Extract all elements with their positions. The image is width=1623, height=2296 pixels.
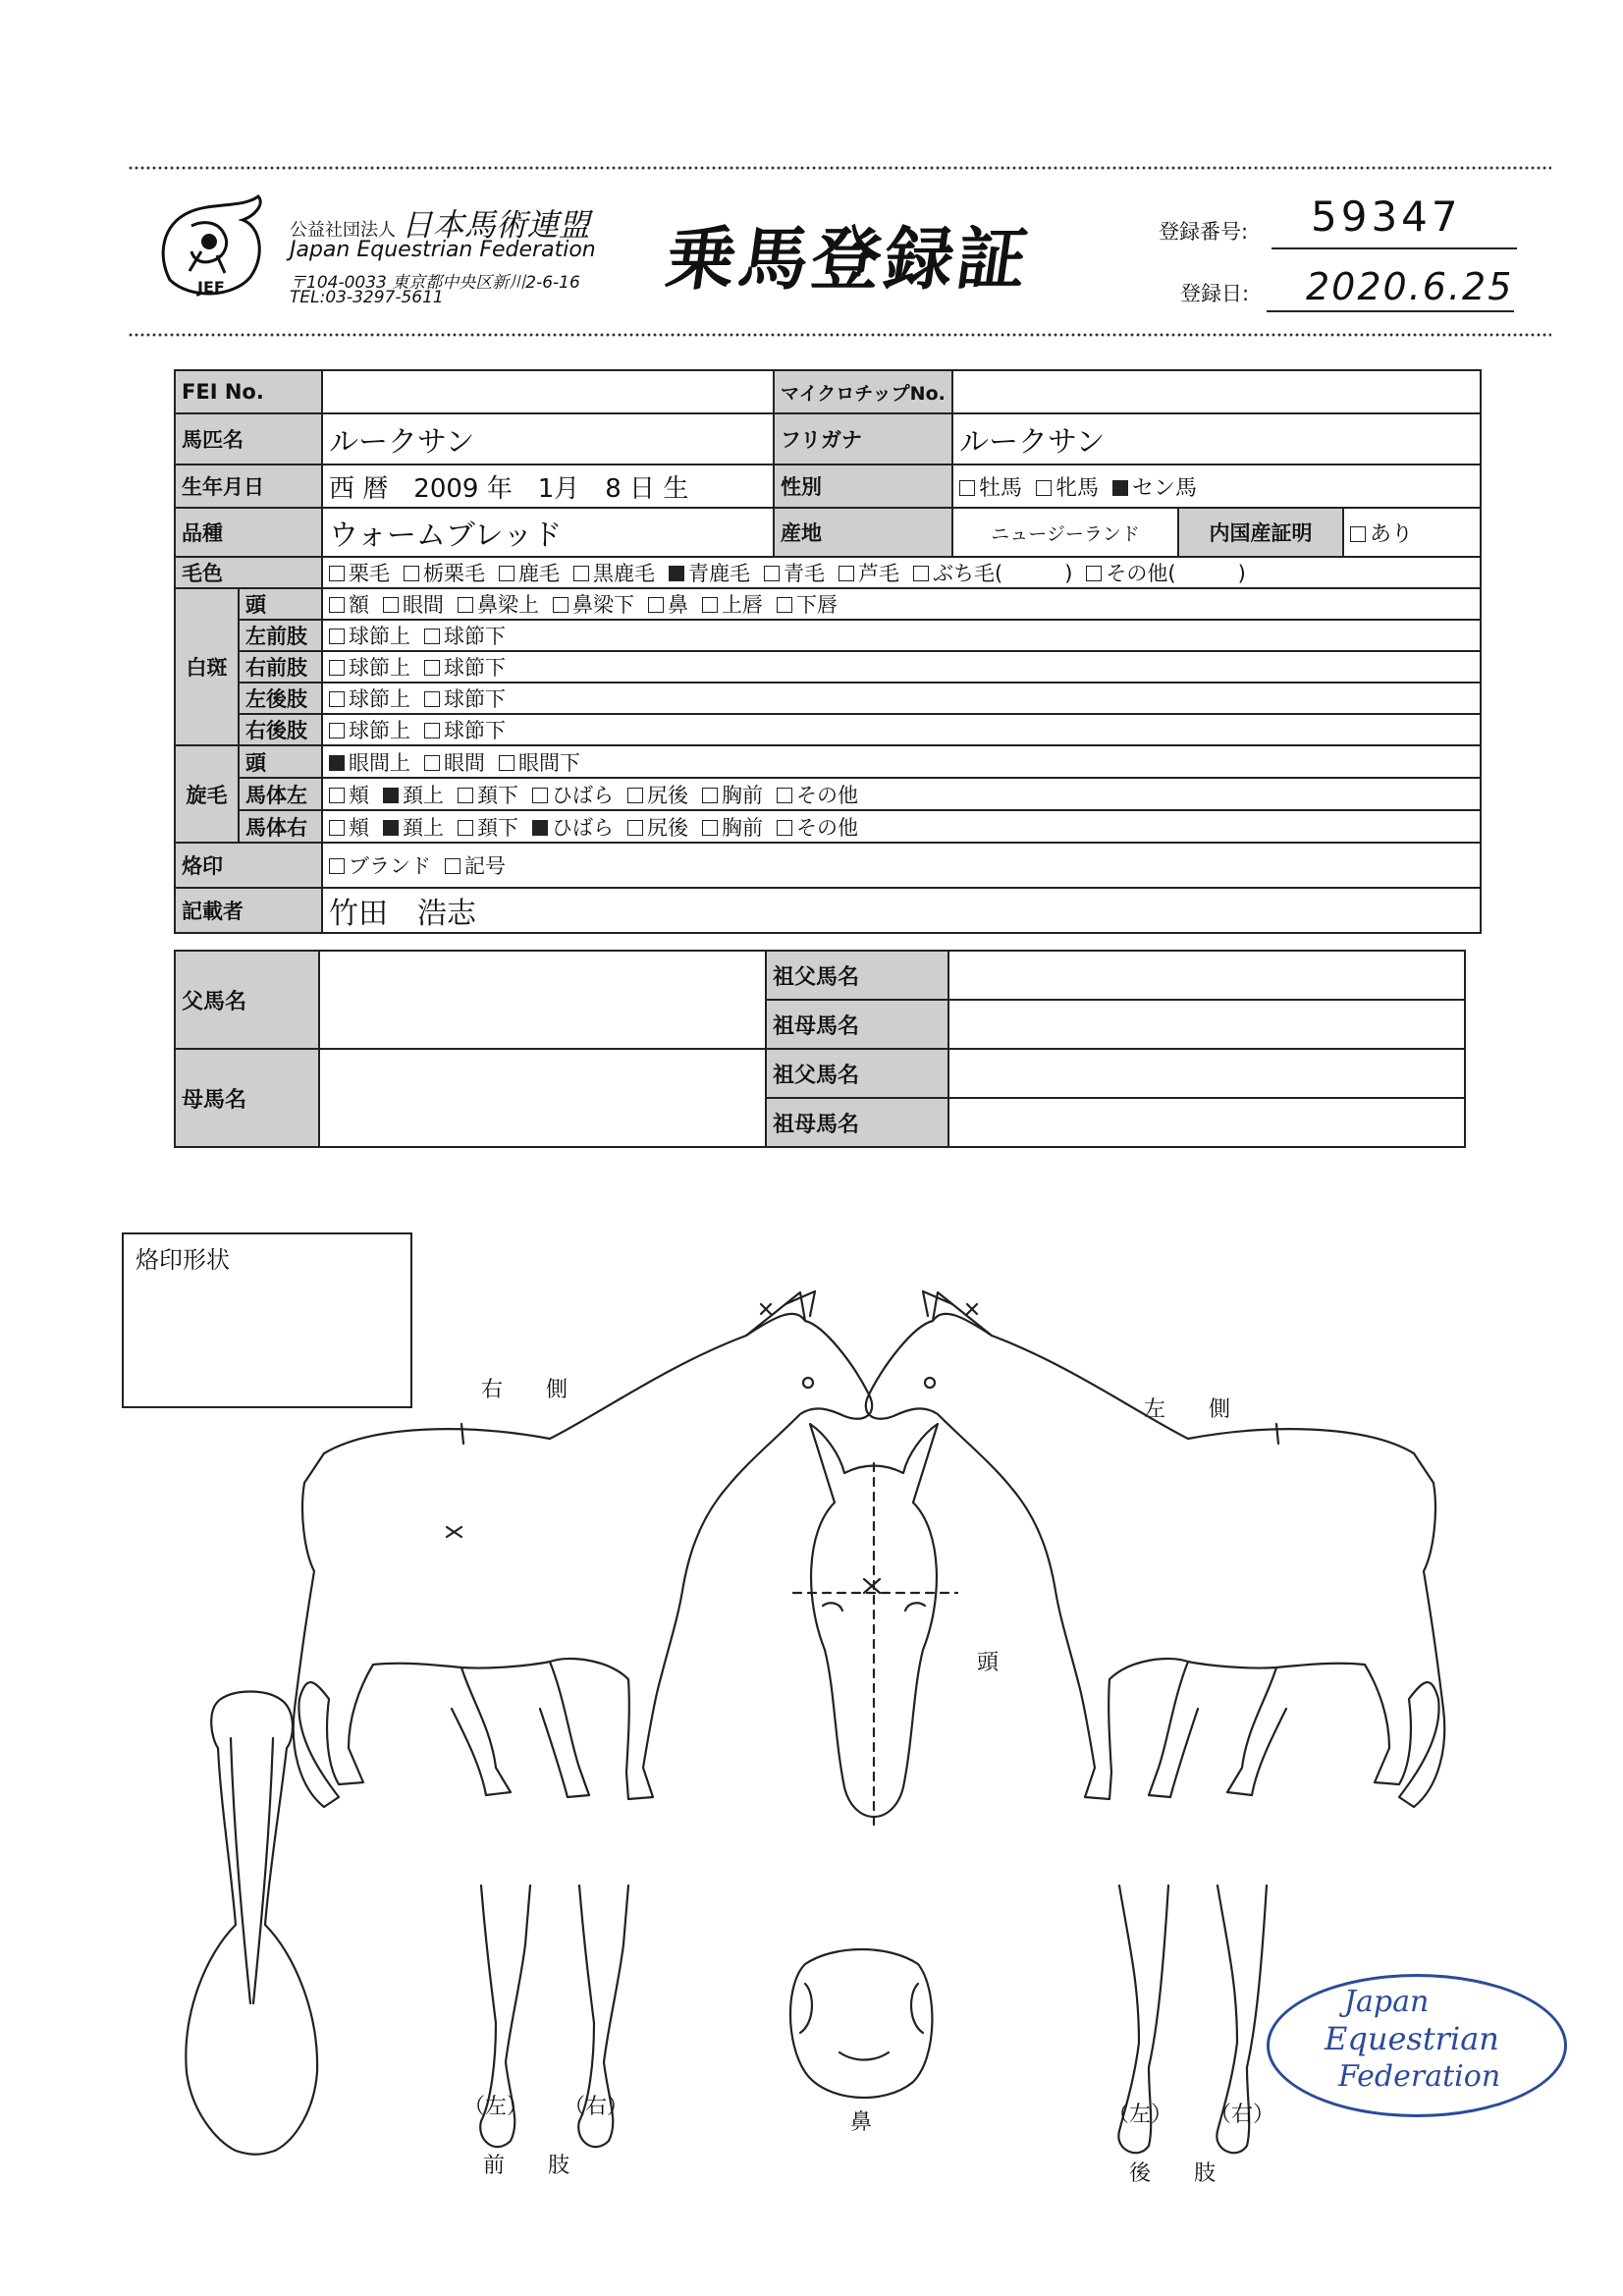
checkbox-option[interactable]	[1036, 476, 1099, 501]
horse-name-value: ルークサン	[322, 413, 774, 465]
checkbox-label: 眼間上	[349, 750, 411, 775]
checkbox-option[interactable]	[458, 593, 539, 617]
coat-label: 毛色	[175, 557, 322, 588]
hind-limbs-label: 後 肢	[1129, 2161, 1217, 2186]
unchecked-box-icon[interactable]	[424, 755, 440, 771]
breed-value: ウォームブレッド	[322, 508, 774, 557]
checkbox-label: 黒鹿毛	[593, 562, 656, 585]
unchecked-box-icon[interactable]	[424, 691, 440, 707]
checked-box-icon[interactable]	[669, 566, 684, 581]
checkbox-label: 鼻梁下	[572, 593, 635, 617]
whorl-part-2: 馬体右	[239, 810, 322, 843]
checkbox-label: 球節上	[349, 687, 411, 711]
nose-label: 鼻	[850, 2110, 873, 2135]
dam-label: 母馬名	[175, 1049, 319, 1147]
fei-label: FEI No.	[175, 370, 322, 413]
furigana-label: フリガナ	[774, 413, 952, 465]
checkbox-option[interactable]	[499, 751, 580, 775]
checkbox-option[interactable]	[424, 751, 485, 775]
pedigree-table	[174, 950, 1466, 1148]
checkbox-option[interactable]	[777, 593, 838, 617]
left-side-label: 左 側	[1144, 1397, 1231, 1422]
unchecked-box-icon[interactable]	[424, 629, 440, 644]
unchecked-box-icon[interactable]	[913, 566, 929, 581]
unchecked-box-icon[interactable]	[424, 723, 440, 738]
sire-value	[319, 951, 766, 1049]
checkbox-option[interactable]	[424, 625, 506, 648]
checkbox-label: 胸前	[722, 815, 764, 840]
checkbox-label: セン馬	[1132, 475, 1198, 501]
marking-part-2: 右前肢	[239, 651, 322, 683]
org-tel: TEL:03-3297-5611	[290, 288, 444, 307]
checkbox-option[interactable]	[329, 656, 410, 680]
whorl-options-2	[322, 810, 1481, 843]
front-limbs-label: 前 肢	[483, 2154, 570, 2178]
org-prefix: 公益社団法人	[290, 220, 396, 241]
checkbox-label: 球節上	[349, 625, 411, 648]
unchecked-box-icon[interactable]	[777, 820, 792, 836]
unchecked-box-icon[interactable]	[553, 597, 568, 613]
reg-no-label: 登録番号:	[1159, 220, 1249, 244]
checkbox-option[interactable]	[424, 687, 506, 711]
checkbox-option[interactable]	[959, 476, 1022, 501]
checkbox-label: ひばら	[552, 815, 615, 840]
reg-no-underline	[1271, 247, 1517, 249]
unchecked-box-icon[interactable]	[329, 660, 345, 676]
checkbox-option[interactable]	[1086, 562, 1245, 585]
marking-options-3	[322, 683, 1481, 714]
marking-options-2	[322, 651, 1481, 683]
checkbox-label: 額	[349, 593, 370, 617]
horse-left-side-icon	[866, 1291, 1444, 1807]
unchecked-box-icon[interactable]	[648, 597, 664, 613]
unchecked-box-icon[interactable]	[458, 597, 473, 613]
checkbox-option[interactable]	[913, 562, 1072, 585]
jef-logo-icon	[152, 187, 280, 304]
unchecked-box-icon[interactable]	[329, 566, 345, 581]
checkbox-option[interactable]	[329, 784, 369, 807]
checkbox-label: その他( )	[1106, 562, 1246, 585]
unchecked-box-icon[interactable]	[532, 788, 548, 803]
sire-grandsire-label: 祖父馬名	[766, 951, 948, 1000]
front-right-label: （右）	[564, 2095, 629, 2119]
dam-granddam-value	[948, 1098, 1465, 1147]
checkbox-option[interactable]	[445, 854, 506, 878]
checkbox-label: 牝馬	[1055, 475, 1100, 501]
checkbox-label: その他	[796, 783, 859, 807]
checkbox-label: 鹿毛	[518, 562, 561, 585]
checkbox-option[interactable]	[702, 784, 763, 807]
whorl-options-0	[322, 745, 1481, 778]
reg-no-value: 59347	[1311, 192, 1462, 241]
recorder-value: 竹田 浩志	[322, 888, 1481, 933]
brand-label: 烙印	[175, 843, 322, 888]
unchecked-box-icon[interactable]	[1086, 566, 1102, 581]
unchecked-box-icon[interactable]	[424, 660, 440, 676]
checkbox-label: 球節下	[444, 719, 507, 742]
checkbox-label: その他	[796, 815, 859, 840]
marking-part-1: 左前肢	[239, 620, 322, 651]
unchecked-box-icon[interactable]	[573, 566, 589, 581]
dam-value	[319, 1049, 766, 1147]
checkbox-label: 上唇	[722, 593, 764, 617]
unchecked-box-icon[interactable]	[445, 858, 460, 874]
sex-label: 性別	[774, 465, 952, 508]
checkbox-option[interactable]	[532, 784, 614, 807]
unchecked-box-icon[interactable]	[1350, 526, 1366, 542]
checkbox-label: 球節下	[444, 687, 507, 711]
checkbox-option[interactable]	[777, 816, 858, 840]
checkbox-option[interactable]	[702, 593, 763, 617]
coat-options	[322, 557, 1481, 588]
unchecked-box-icon[interactable]	[839, 566, 854, 581]
checkbox-label: 頚上	[403, 815, 445, 840]
checkbox-option[interactable]	[1112, 476, 1197, 501]
unchecked-box-icon[interactable]	[627, 820, 643, 836]
top-dotted-rule	[128, 165, 1551, 175]
unchecked-box-icon[interactable]	[777, 788, 792, 803]
domestic-label: 内国産証明	[1178, 508, 1343, 557]
recorder-label: 記載者	[175, 888, 322, 933]
checkbox-option[interactable]	[764, 562, 825, 585]
origin-label: 産地	[774, 508, 952, 557]
microchip-value	[952, 370, 1481, 413]
marking-part-3: 左後肢	[239, 683, 322, 714]
marking-options-0	[322, 588, 1481, 620]
unchecked-box-icon[interactable]	[329, 597, 345, 613]
unchecked-box-icon[interactable]	[777, 597, 792, 613]
unchecked-box-icon[interactable]	[499, 566, 514, 581]
dob-label: 生年月日	[175, 465, 322, 508]
checkbox-label: 頚上	[403, 783, 445, 807]
horse-head-front-icon	[793, 1424, 957, 1827]
checked-box-icon[interactable]	[1112, 480, 1128, 496]
origin-value: ニュージーランド	[952, 508, 1178, 557]
marking-options-4	[322, 714, 1481, 745]
checkbox-label: ひばら	[552, 783, 615, 807]
checkbox-label: ぶち毛( )	[933, 562, 1073, 585]
checkbox-option[interactable]	[383, 816, 444, 840]
checkbox-option[interactable]	[669, 562, 750, 585]
checkbox-label: ブランド	[349, 854, 432, 878]
checkbox-label: 尻後	[647, 783, 689, 807]
unchecked-box-icon[interactable]	[702, 788, 718, 803]
checkbox-option[interactable]	[458, 816, 518, 840]
unchecked-box-icon[interactable]	[329, 820, 345, 836]
document-title: 乗馬登録証	[661, 219, 1036, 300]
checkbox-option[interactable]	[573, 562, 655, 585]
checkbox-option[interactable]	[329, 751, 410, 775]
dob-value: 西 暦 2009 年 1月 8 日 生	[322, 465, 774, 508]
checkbox-label: 胸前	[722, 783, 764, 807]
checkbox-option[interactable]	[627, 784, 688, 807]
checkbox-option[interactable]	[702, 816, 763, 840]
hind-right-label: （右）	[1210, 2103, 1275, 2127]
unchecked-box-icon[interactable]	[383, 597, 399, 613]
sex-options	[952, 465, 1481, 508]
whorl-part-1: 馬体左	[239, 778, 322, 810]
checkbox-label: 記号	[464, 854, 507, 878]
checkbox-label: 頚下	[477, 783, 519, 807]
reg-date-value: 2020.6.25	[1306, 265, 1514, 308]
unchecked-box-icon[interactable]	[458, 820, 473, 836]
marking-part-0: 頭	[239, 588, 322, 620]
fei-value	[322, 370, 774, 413]
dam-grandsire-value	[948, 1049, 1465, 1098]
checked-box-icon[interactable]	[532, 820, 548, 836]
checkbox-option[interactable]	[532, 816, 614, 840]
checkbox-option[interactable]	[627, 816, 688, 840]
jef-stamp	[1267, 1974, 1567, 2117]
unchecked-box-icon[interactable]	[329, 691, 345, 707]
checkbox-option[interactable]	[839, 562, 899, 585]
checkbox-option[interactable]	[424, 656, 506, 680]
stamp-line-3: Federation	[1338, 2059, 1501, 2094]
dam-granddam-label: 祖母馬名	[766, 1098, 948, 1147]
markings-label: 白斑	[175, 588, 239, 745]
unchecked-box-icon[interactable]	[764, 566, 780, 581]
furigana-value: ルークサン	[952, 413, 1481, 465]
checkbox-label: 頚下	[477, 815, 519, 840]
checkbox-option[interactable]	[499, 562, 560, 585]
sire-label: 父馬名	[175, 951, 319, 1049]
unchecked-box-icon[interactable]	[329, 629, 345, 644]
checkbox-label: 栗毛	[349, 562, 391, 585]
checkbox-option[interactable]	[777, 784, 858, 807]
checkbox-option[interactable]	[329, 625, 410, 648]
right-side-label: 右 側	[481, 1378, 568, 1402]
breed-label: 品種	[175, 508, 322, 557]
checkbox-option[interactable]	[329, 562, 390, 585]
checkbox-label: 球節上	[349, 719, 411, 742]
checkbox-option[interactable]	[383, 784, 444, 807]
marking-options-1	[322, 620, 1481, 651]
checkbox-label: 尻後	[647, 815, 689, 840]
checkbox-option[interactable]	[329, 854, 431, 878]
svg-text:JEF: JEF	[197, 278, 225, 297]
unchecked-box-icon[interactable]	[627, 788, 643, 803]
whorls-label: 旋毛	[175, 745, 239, 843]
hind-left-label: （左）	[1108, 2103, 1173, 2127]
checkbox-label: 牡馬	[979, 475, 1023, 501]
checkbox-label: 下唇	[796, 593, 839, 617]
checkbox-label: あり	[1370, 521, 1414, 547]
checkbox-label: 頬	[349, 815, 370, 840]
horse-nose-icon	[790, 1949, 932, 2098]
brand-shape-label: 烙印形状	[135, 1246, 230, 1274]
front-left-label: （左）	[463, 2095, 529, 2119]
whorl-part-0: 頭	[239, 745, 322, 778]
header-dotted-rule	[128, 332, 1551, 342]
checkbox-option[interactable]	[383, 593, 444, 617]
checkbox-label: 青毛	[784, 562, 826, 585]
stamp-line-2: Equestrian	[1325, 2020, 1499, 2057]
checkbox-label: 球節下	[444, 656, 507, 680]
unchecked-box-icon[interactable]	[404, 566, 419, 581]
unchecked-box-icon[interactable]	[329, 788, 345, 803]
checkbox-option[interactable]	[648, 593, 688, 617]
checkbox-label: 球節下	[444, 625, 507, 648]
checkbox-option[interactable]	[553, 593, 634, 617]
unchecked-box-icon[interactable]	[702, 597, 718, 613]
checkbox-option[interactable]	[329, 719, 410, 742]
dam-grandsire-label: 祖父馬名	[766, 1049, 948, 1098]
checkbox-label: 眼間	[444, 750, 486, 775]
checkbox-option[interactable]	[458, 784, 518, 807]
marking-part-4: 右後肢	[239, 714, 322, 745]
reg-date-underline	[1267, 310, 1514, 312]
unchecked-box-icon[interactable]	[329, 723, 345, 738]
checked-box-icon[interactable]	[383, 788, 399, 803]
checked-box-icon[interactable]	[329, 755, 345, 771]
reg-date-label: 登録日:	[1180, 282, 1250, 305]
checkbox-label: 頬	[349, 783, 370, 807]
checkbox-label: 鼻梁上	[477, 593, 540, 617]
head-label: 頭	[977, 1651, 1000, 1675]
unchecked-box-icon[interactable]	[702, 820, 718, 836]
unchecked-box-icon[interactable]	[1036, 480, 1052, 496]
checkbox-option[interactable]	[329, 816, 369, 840]
unchecked-box-icon[interactable]	[458, 788, 473, 803]
checkbox-option[interactable]	[1350, 522, 1413, 547]
checkbox-label: 鼻	[668, 593, 689, 617]
checkbox-label: 球節上	[349, 656, 411, 680]
microchip-label: マイクロチップNo.	[774, 370, 952, 413]
org-address: 〒104-0033 東京都中央区新川2-6-16	[290, 273, 580, 293]
registration-form	[174, 369, 1482, 934]
checkbox-label: 眼間下	[518, 750, 581, 775]
brand-options	[322, 843, 1481, 888]
unchecked-box-icon[interactable]	[499, 755, 514, 771]
checkbox-label: 栃栗毛	[423, 562, 486, 585]
checked-box-icon[interactable]	[383, 820, 399, 836]
sire-granddam-label: 祖母馬名	[766, 1000, 948, 1049]
org-name-en: Japan Equestrian Federation	[290, 238, 596, 262]
stamp-line-1: Japan	[1344, 1985, 1430, 2019]
checkbox-option[interactable]	[329, 593, 369, 617]
horse-right-side-icon	[294, 1291, 872, 1807]
sire-grandsire-value	[948, 951, 1465, 1000]
checkbox-label: 芦毛	[858, 562, 900, 585]
org-name: 日本馬術連盟	[401, 206, 590, 244]
checkbox-option[interactable]	[424, 719, 506, 742]
domestic-option	[1343, 508, 1481, 557]
checkbox-label: 青鹿毛	[688, 562, 751, 585]
unchecked-box-icon[interactable]	[329, 858, 345, 874]
checkbox-option[interactable]	[404, 562, 485, 585]
sire-granddam-value	[948, 1000, 1465, 1049]
checkbox-option[interactable]	[329, 687, 410, 711]
whorl-options-1	[322, 778, 1481, 810]
checkbox-label: 眼間	[403, 593, 445, 617]
unchecked-box-icon[interactable]	[959, 480, 975, 496]
horse-name-label: 馬匹名	[175, 413, 322, 465]
